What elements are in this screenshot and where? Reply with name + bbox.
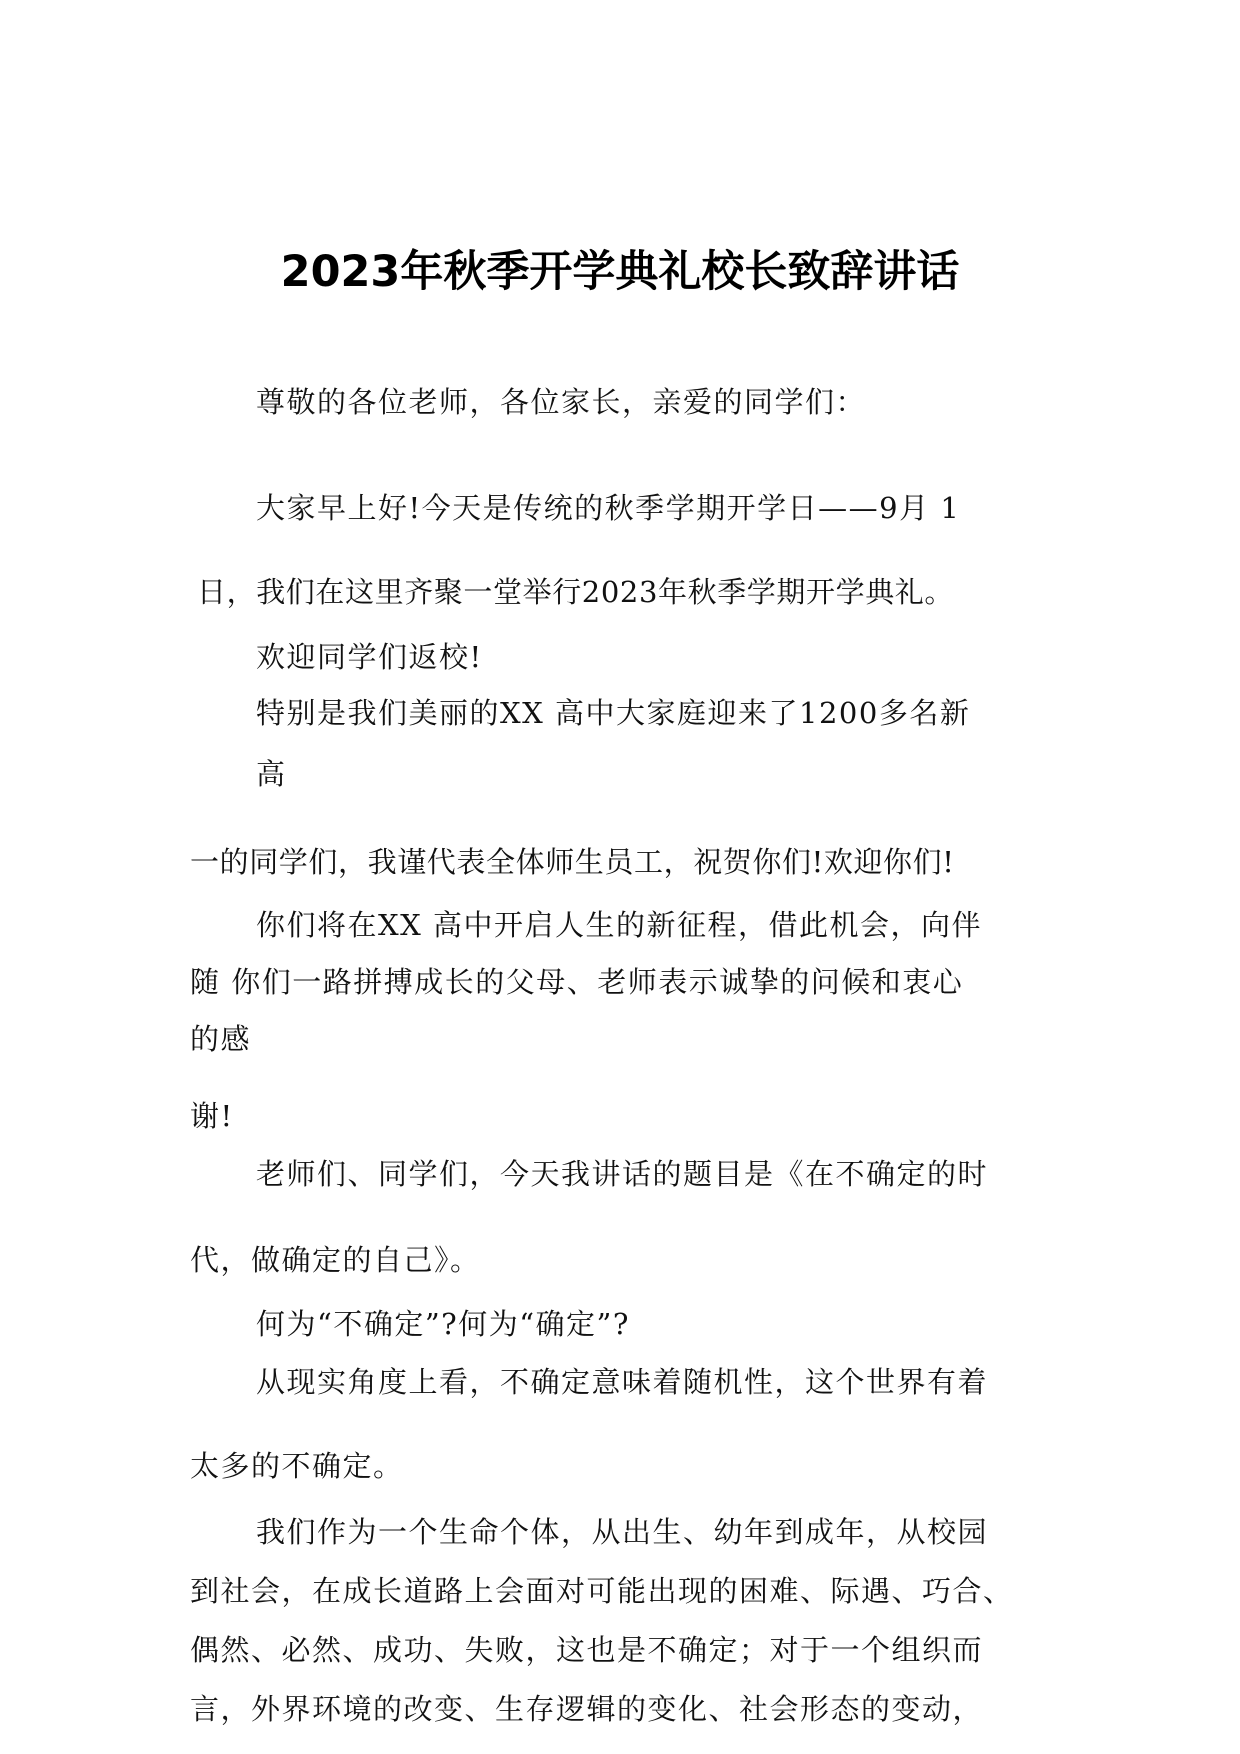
text-line: 尊敬的各位老师，各位家长，亲爱的同学们：	[256, 385, 867, 419]
text-line: 你们将在XX 高中开启人生的新征程，借此机会，向伴	[256, 908, 983, 942]
text-line: 特别是我们美丽的XX 高中大家庭迎来了1200多名新	[256, 696, 971, 730]
text-line: 何为“不确定”?何为“确定”?	[256, 1307, 630, 1341]
text-line: 日，我们在这里齐聚一堂举行2023年秋季学期开学典礼。	[197, 575, 955, 609]
text-line: 言，外界环境的改变、生存逻辑的变化、社会形态的变动，	[190, 1692, 984, 1726]
text-line: 一的同学们，我谨代表全体师生员工，祝贺你们!欢迎你们!	[190, 845, 955, 879]
text-line: 老师们、同学们，今天我讲话的题目是《在不确定的时	[256, 1157, 989, 1191]
text-line: 欢迎同学们返校!	[256, 640, 483, 674]
text-line: 谢!	[190, 1099, 234, 1133]
text-line: 偶然、必然、成功、失败，这也是不确定；对于一个组织而	[190, 1633, 984, 1667]
text-line: 的感	[190, 1022, 252, 1056]
text-line: 从现实角度上看，不确定意味着随机性，这个世界有着	[256, 1365, 989, 1399]
text-line: 到社会，在成长道路上会面对可能出现的困难、际遇、巧合、	[190, 1574, 1014, 1608]
text-line: 大家早上好!今天是传统的秋季学期开学日——9月 1	[256, 491, 961, 525]
document-title: 2023年秋季开学典礼校长致辞讲话	[280, 247, 960, 297]
text-line: 太多的不确定。	[190, 1449, 404, 1483]
text-line: 代，做确定的自己》。	[190, 1243, 481, 1277]
text-line: 随 你们一路拼搏成长的父母、老师表示诚挚的问候和衷心	[190, 965, 964, 999]
text-line: 我们作为一个生命个体，从出生、幼年到成年，从校园	[256, 1515, 989, 1549]
text-line: 高	[256, 757, 287, 791]
